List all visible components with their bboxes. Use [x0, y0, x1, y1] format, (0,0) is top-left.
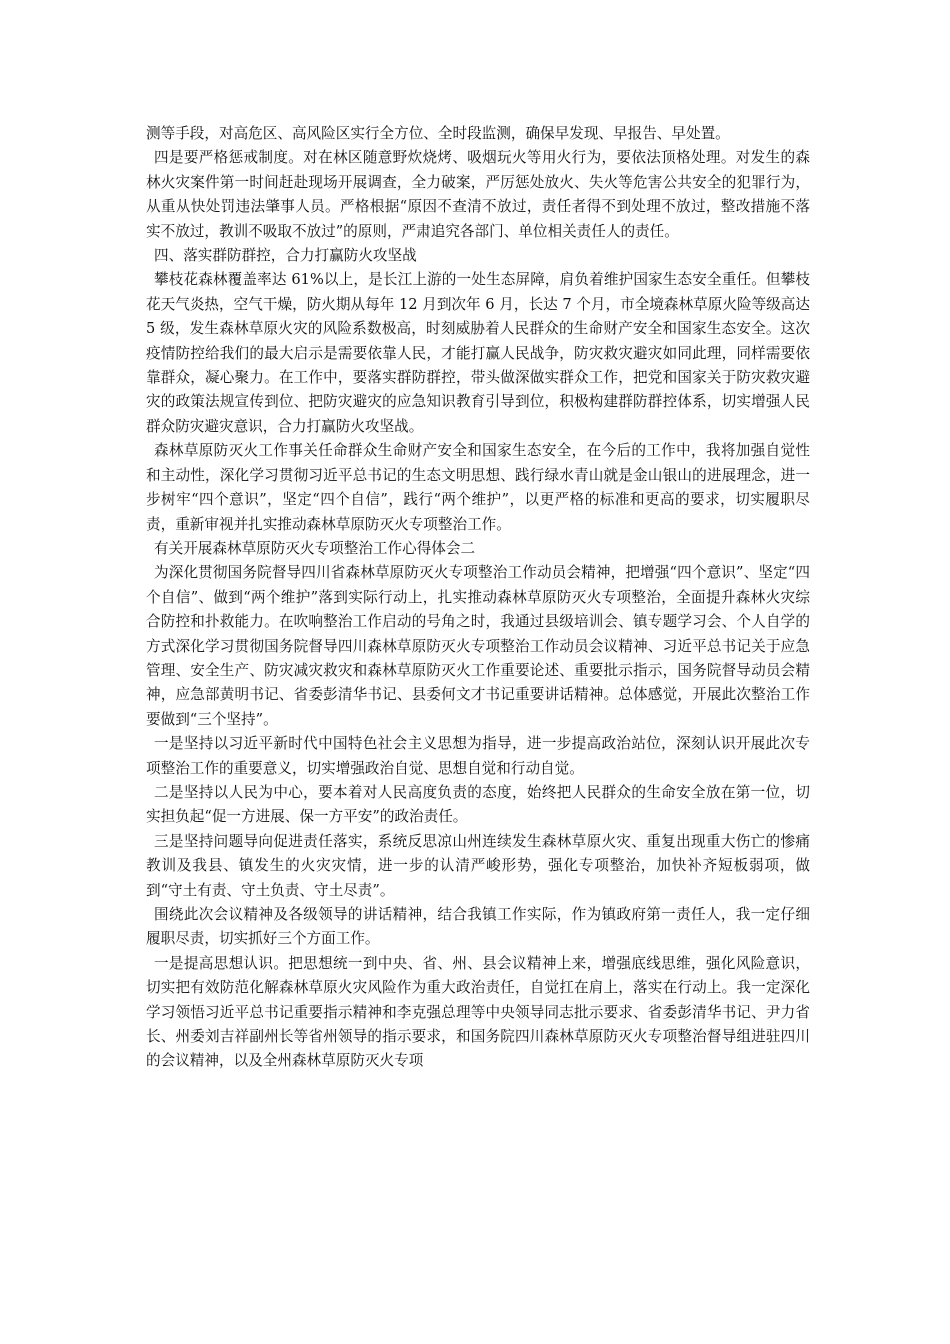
- paragraph-mobilization: 为深化贯彻国务院督导四川省森林草原防灭火专项整治工作动员会精神，把增强“四个意识”、坚定“四个自信”、做到“两个维护”落到实际行动上，扎实推动森林草原防灭火专项整治，全面提升森林火灾综合防控和扑救能力。在吹响整治工作启动的号角之时，我通过县级培训会、镇专题学习会、个人自学的方式深化学习贯彻国务院督导四川森林草原防灭火专项整治工作动员会议精神、习近平总书记关于应急管理、安全生产、防灾减灾救灾和森林草原防灭火工作重要论述、重要批示指示，国务院督导动员会精神，应急部黄明书记、省委彭清华书记、县委何文才书记重要讲话精神。总体感觉，开展此次整治工作要做到“三个坚持”。: [146, 564, 810, 728]
- document-page: [146, 122, 810, 1074]
- section-heading-four: 四、落实群防群控，合力打赢防火攻坚战: [154, 247, 417, 265]
- paragraph-raise-awareness: 一是提高思想认识。把思想统一到中央、省、州、县会议精神上来，增强底线思维，强化风险意识，切实把有效防范化解森林草原火灾风险作为重大政治责任，自觉扛在肩上，落实在行动上。我一定深化学习领悟习近平总书记重要指示精神和李克强总理等中央领导同志批示要求、省委彭清华书记、尹力省长、州委刘吉祥副州长等省州领导的指示要求，和国务院四川森林草原防灭火专项整治督导组进驻四川的会议精神，以及全州森林草原防灭火专项: [146, 954, 810, 1070]
- paragraph-continuation: 测等手段，对高危区、高风险区实行全方位、全时段监测，确保早发现、早报告、早处置。: [146, 125, 730, 142]
- paragraph-meeting-spirit: 围绕此次会议精神及各级领导的讲话精神，结合我镇工作实际，作为镇政府第一责任人，我一定仔细履职尽责，切实抓好三个方面工作。: [146, 906, 810, 948]
- paragraph-strict-punishment: 四是要严格惩戒制度。对在林区随意野炊烧烤、吸烟玩火等用火行为，要依法顶格处理。对发生的森林火灾案件第一时间赶赴现场开展调查，全力破案，严厉惩处放火、失火等危害公共安全的犯罪行为，从重从快处罚违法肇事人员。严格根据“原因不查清不放过，责任者得不到处理不放过，整改措施不落实不放过，教训不吸取不放过”的原则，严肃追究各部门、单位相关责任人的责任。: [146, 149, 810, 240]
- article-title-two: 有关开展森林草原防灭火专项整治工作心得体会二: [154, 539, 476, 557]
- paragraph-persist-three: 三是坚持问题导向促进责任落实，系统反思凉山州连续发生森林草原火灾、重复出现重大伤亡的惨痛教训及我县、镇发生的火灾灾情，进一步的认清严峻形势，强化专项整治，加快补齐短板弱项，做到“守土有责、守土负责、守土尽责”。: [146, 832, 810, 899]
- paragraph-future-work: 森林草原防灭火工作事关任命群众生命财产安全和国家生态安全，在今后的工作中，我将加强自觉性和主动性，深化学习贯彻习近平总书记的生态文明思想、践行绿水青山就是金山银山的进展理念，进一步树牢“四个意识”，坚定“四个自信”，践行“两个维护”，以更严格的标准和更高的要求，切实履职尽责，重新审视并扎实推动森林草原防灭火专项整治工作。: [146, 442, 810, 533]
- paragraph-panzhihua: 攀枝花森林覆盖率达 61%以上，是长江上游的一处生态屏障，肩负着维护国家生态安全重任。但攀枝花天气炎热，空气干燥，防火期从每年 12 月到次年 6 月，长达 7 个月，市全境森林草原火险等级高达 5 级，发生森林草原火灾的风险系数极高，时刻威胁着人民群众的生命财产安全和国家生态安全。这次疫情防控给我们的最大启示是需要依靠人民，才能打赢人民战争，防灾救灾避灾如同此理，同样需要依靠群众，凝心聚力。在工作中，要落实群防群控，带头做深做实群众工作，把党和国家关于防灾救灾避灾的政策法规宣传到位、把防灾避灾的应急知识教育引导到位，积极构建群防群控体系，切实增强人民群众防灾避灾意识，合力打赢防火攻坚战。: [146, 271, 810, 435]
- paragraph-persist-two: 二是坚持以人民为中心，要本着对人民高度负责的态度，始终把人民群众的生命安全放在第一位，切实担负起“促一方进展、保一方平安”的政治责任。: [146, 783, 810, 826]
- paragraph-persist-one: 一是坚持以习近平新时代中国特色社会主义思想为指导，进一步提高政治站位，深刻认识开展此次专项整治工作的重要意义，切实增强政治自觉、思想自觉和行动自觉。: [146, 735, 810, 777]
